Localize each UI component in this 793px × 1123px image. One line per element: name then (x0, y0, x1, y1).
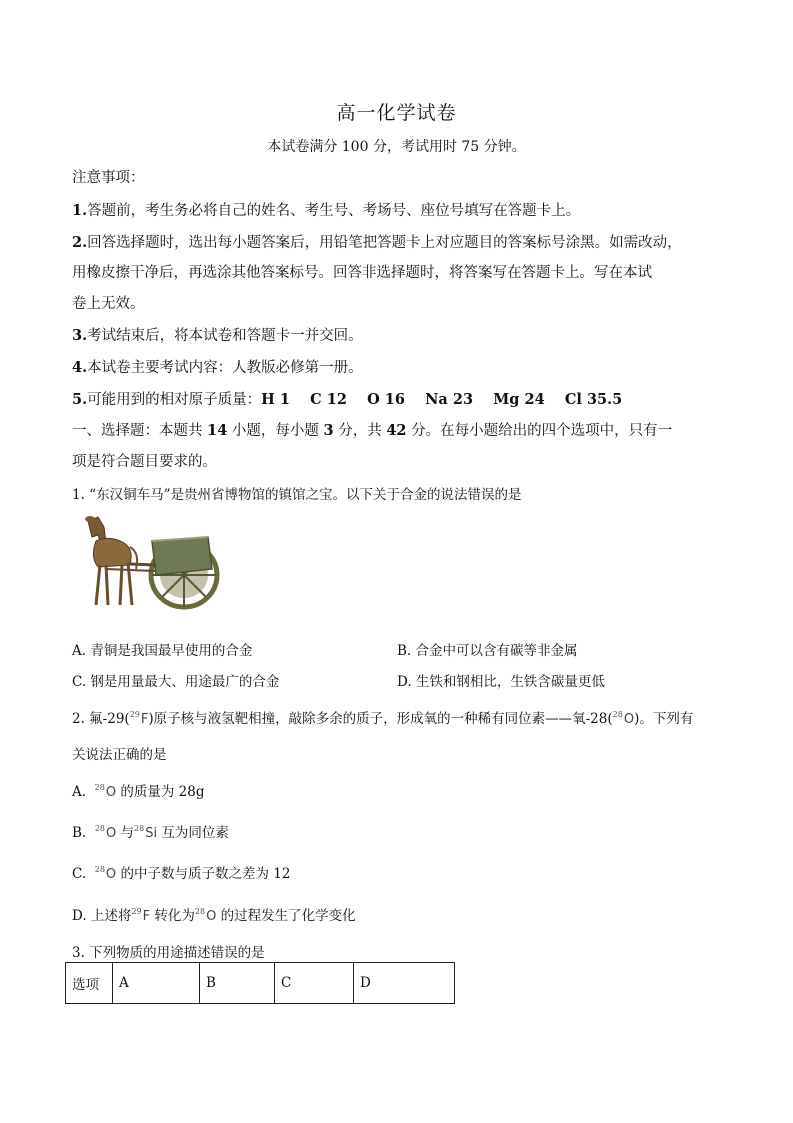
notice-item: 4.本试卷主要考试内容：人教版必修第一册。 (72, 359, 363, 376)
table-header-cell: D (354, 963, 455, 1004)
question-1-stem: 1. “东汉铜车马”是贵州省博物馆的镇馆之宝。以下关于合金的说法错误的是 (72, 487, 522, 503)
notice-heading: 注意事项： (72, 170, 145, 186)
question-2-stem: 2. 氟-29($^{29}$F)原子核与液氢靶相撞，敲除多余的质子，形成氧的一种稀有同位素——氧-28($^{28}$O)。下列有 (72, 710, 694, 727)
section-heading: 一、选择题：本题共 14 小题，每小题 3 分，共 42 分。在每小题给出的四个选项中，只有一 (72, 422, 673, 439)
table-header-cell: B (200, 963, 275, 1004)
notice-item: 3.考试结束后，将本试卷和答题卡一并交回。 (72, 327, 363, 344)
question-2-option-c: C. $^{28}$O 的中子数与质子数之差为 12 (72, 865, 291, 882)
exam-subtitle: 本试卷满分 100 分，考试用时 75 分钟。 (267, 139, 526, 155)
notice-item: 1.答题前，考生务必将自己的姓名、考生号、考场号、座位号填写在答题卡上。 (72, 202, 581, 219)
question-1-option-a: A. 青铜是我国最早使用的合金 (72, 643, 253, 659)
question-2-option-a: A. $^{28}$O 的质量为 28g (72, 783, 205, 800)
question-3-stem: 3. 下列物质的用途描述错误的是 (72, 945, 265, 961)
notice-continuation: 卷上无效。 (72, 296, 145, 312)
table-row (66, 963, 455, 1004)
question-2-option-d: D. 上述将$^{29}$F 转化为$^{28}$O 的过程发生了化学变化 (72, 907, 356, 924)
question-2-stem-continuation: 关说法正确的是 (72, 747, 167, 763)
bronze-chariot-image (76, 513, 228, 621)
atomic-masses: H 1 C 12 O 16 Na 23 Mg 24 Cl 35.5 (261, 391, 623, 408)
notice-item: 5.可能用到的相对原子质量：H 1 C 12 O 16 Na 23 Mg 24 Cl 35.5 (72, 391, 623, 408)
question-1-option-b: B. 合金中可以含有碳等非金属 (397, 643, 578, 659)
table-header-cell: A (113, 963, 200, 1004)
table-header-cell: 选项 (66, 963, 113, 1004)
page-title: 高一化学试卷 (336, 102, 457, 124)
question-1-option-c: C. 钢是用量最大、用途最广的合金 (72, 674, 280, 690)
section-heading-continuation: 项是符合题目要求的。 (72, 454, 217, 470)
question-1-option-d: D. 生铁和钢相比，生铁含碳量更低 (397, 674, 605, 690)
question-2-option-b: B. $^{28}$O 与$^{28}$Si 互为同位素 (72, 824, 229, 841)
notice-item: 2.回答选择题时，选出每小题答案后，用铅笔把答题卡上对应题目的答案标号涂黑。如需改动， (72, 234, 682, 251)
notice-continuation: 用橡皮擦干净后，再选涂其他答案标号。回答非选择题时，将答案写在答题卡上。写在本试 (72, 265, 652, 281)
question-3-options-table (65, 962, 455, 1004)
table-header-cell: C (275, 963, 354, 1004)
